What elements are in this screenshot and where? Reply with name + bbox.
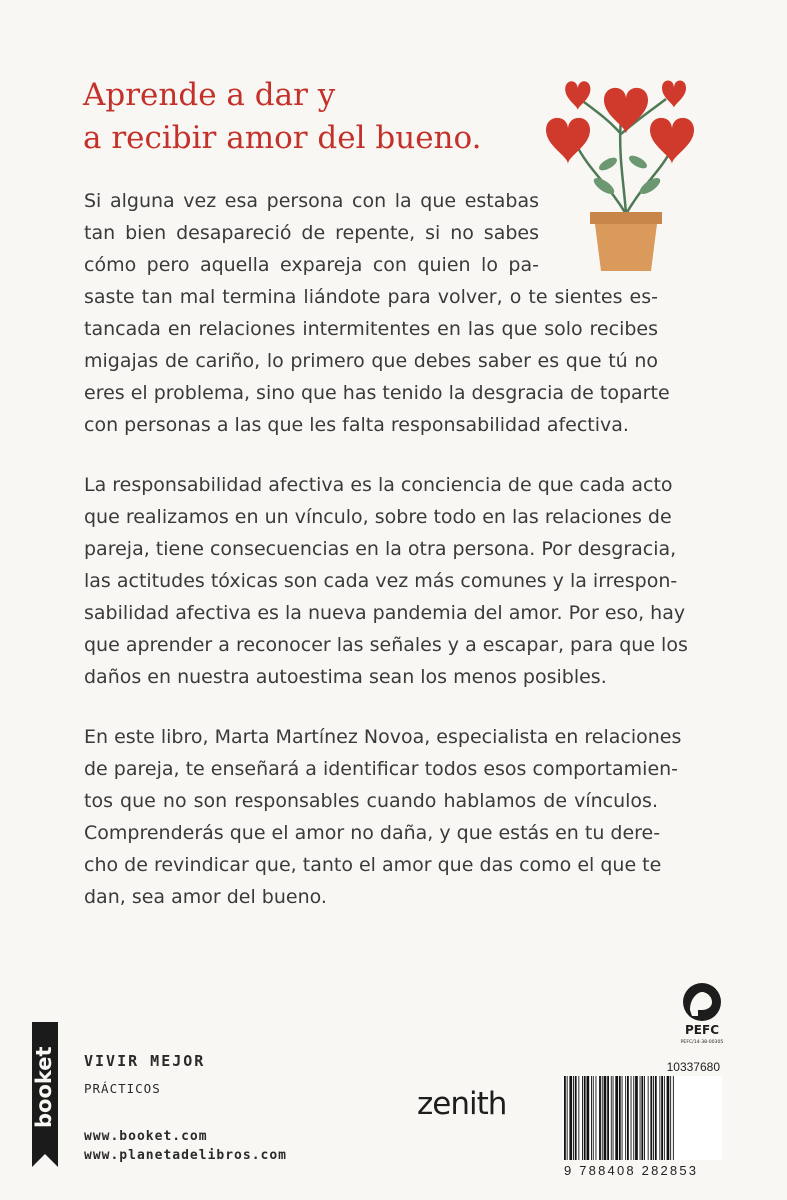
barcode-bar [633,1076,634,1160]
bookmark-icon [32,1134,58,1167]
paragraph-3-line: Comprenderás que el amor no daña, y que estás en tu dere- [84,822,661,844]
barcode-bar [619,1076,621,1160]
barcode-bar [664,1076,665,1160]
barcode-bar [650,1076,652,1160]
barcode-bar [582,1076,583,1160]
barcode-bar [599,1076,601,1160]
headline-line-2: a recibir amor del bueno. [83,120,482,156]
barcode-bar [575,1076,577,1160]
barcode-bar [644,1076,645,1160]
paragraph-1-line: tan bien desapareció de repente, si no sabes [84,222,539,244]
paragraph-2-line: La responsabilidad afectiva es la conciencia de que cada acto [84,474,673,496]
barcode-bar [648,1076,649,1160]
heart-plant-illustration [538,74,714,274]
subseries-name: PRÁCTICOS [84,1081,161,1096]
barcode-bar [615,1076,618,1160]
barcode-bar [673,1076,674,1160]
paragraph-1-line: tancada en relaciones intermitentes en las que solo recibes [84,318,658,340]
paragraph-1-line: Si alguna vez esa persona con la que estabas [84,190,539,212]
barcode-bar [564,1076,566,1160]
barcode [562,1076,722,1160]
publisher-url[interactable]: www.booket.com [84,1129,208,1144]
paragraph-1-line: migajas de cariño, lo primero que debes saber es que tú no [84,350,658,372]
heart-icon [650,118,694,164]
barcode-bar [655,1076,657,1160]
heart-icon [604,88,648,134]
barcode-bar [611,1076,612,1160]
paragraph-3-line: En este libro, Marta Martínez Novoa, especialista en relaciones [84,726,682,748]
pefc-code: PEFC/14-38-00305 [680,1040,724,1045]
leaf-icon [597,155,619,173]
isbn-number: 9 788408 282853 [564,1163,699,1178]
publisher-url[interactable]: www.planetadelibros.com [84,1148,288,1163]
barcode-bar [584,1076,586,1160]
leaf-icon [627,153,649,171]
barcode-bar [653,1076,654,1160]
paragraph-3-line: cho de revindicar que, tanto el amor que das como el que te [84,854,662,876]
paragraph-2-line: pareja, tiene consecuencias en la otra persona. Por desgracia, [84,538,677,560]
pefc-label: PEFC [685,1023,719,1037]
barcode-bar [578,1076,579,1160]
paragraph-2-line: que realizamos en un vínculo, sobre todo en las relaciones de [84,506,672,528]
barcode-bar [604,1076,607,1160]
paragraph-2-line: daños en nuestra autoestima sean los menos posibles. [84,666,607,688]
headline-line-1: Aprende a dar y [83,77,336,113]
series-name: VIVIR MEJOR [84,1052,206,1070]
barcode-bar [627,1076,629,1160]
barcode-bar [573,1076,574,1160]
barcode-bar [613,1076,614,1160]
heart-icon [662,81,686,109]
barcode-bar [641,1076,643,1160]
paragraph-1-line: cómo pero aquella expareja con quien lo pa- [84,254,539,276]
barcode-bar [661,1076,663,1160]
booket-logo-text: booket [32,1046,56,1128]
paragraph-2-line: sabilidad afectiva es la nueva pandemia del amor. Por eso, hay [84,602,686,624]
barcode-bar [670,1076,671,1160]
barcode-bar [596,1076,597,1160]
barcode-bar [631,1076,632,1160]
paragraph-3-line: tos que no son responsables cuando hablamos de vínculos. [84,790,658,812]
booket-logo [30,1022,60,1167]
barcode-bar [591,1076,592,1160]
barcode-bar [622,1076,623,1160]
paragraph-1-line: eres el problema, sino que has tenido la desgracia de toparte [84,382,670,404]
barcode-bar [607,1076,609,1160]
barcode-bar [659,1076,660,1160]
barcode-bar [593,1076,594,1160]
barcode-bar [625,1076,626,1160]
paragraph-2-line: las actitudes tóxicas son cada vez más comunes y la irrespon- [84,570,678,592]
paragraph-1-line: saste tan mal termina liándote para volver, o te sientes es- [84,286,658,308]
pefc-logo [672,980,732,1050]
barcode-bar [569,1076,572,1160]
barcode-bar [602,1076,603,1160]
product-code: 10337680 [666,1060,720,1074]
pot-rim [590,212,662,224]
paragraph-3-line: de pareja, te enseñará a identificar todos esos comportamien- [84,758,679,780]
barcode-bar [640,1076,641,1160]
heart-icon [565,81,590,110]
barcode-bar [667,1076,670,1160]
paragraph-1-line: con personas a las que les falta responsabilidad afectiva. [84,414,629,436]
zenith-logo: zenith [417,1086,507,1122]
flower-pot [595,224,657,271]
barcode-bar [587,1076,590,1160]
paragraph-2-line: que aprender a reconocer las señales y a escapar, para que los [84,634,688,656]
headline [83,74,543,160]
barcode-bar [567,1076,568,1160]
barcode-bar [635,1076,638,1160]
paragraph-3-line: dan, sea amor del bueno. [84,886,327,908]
